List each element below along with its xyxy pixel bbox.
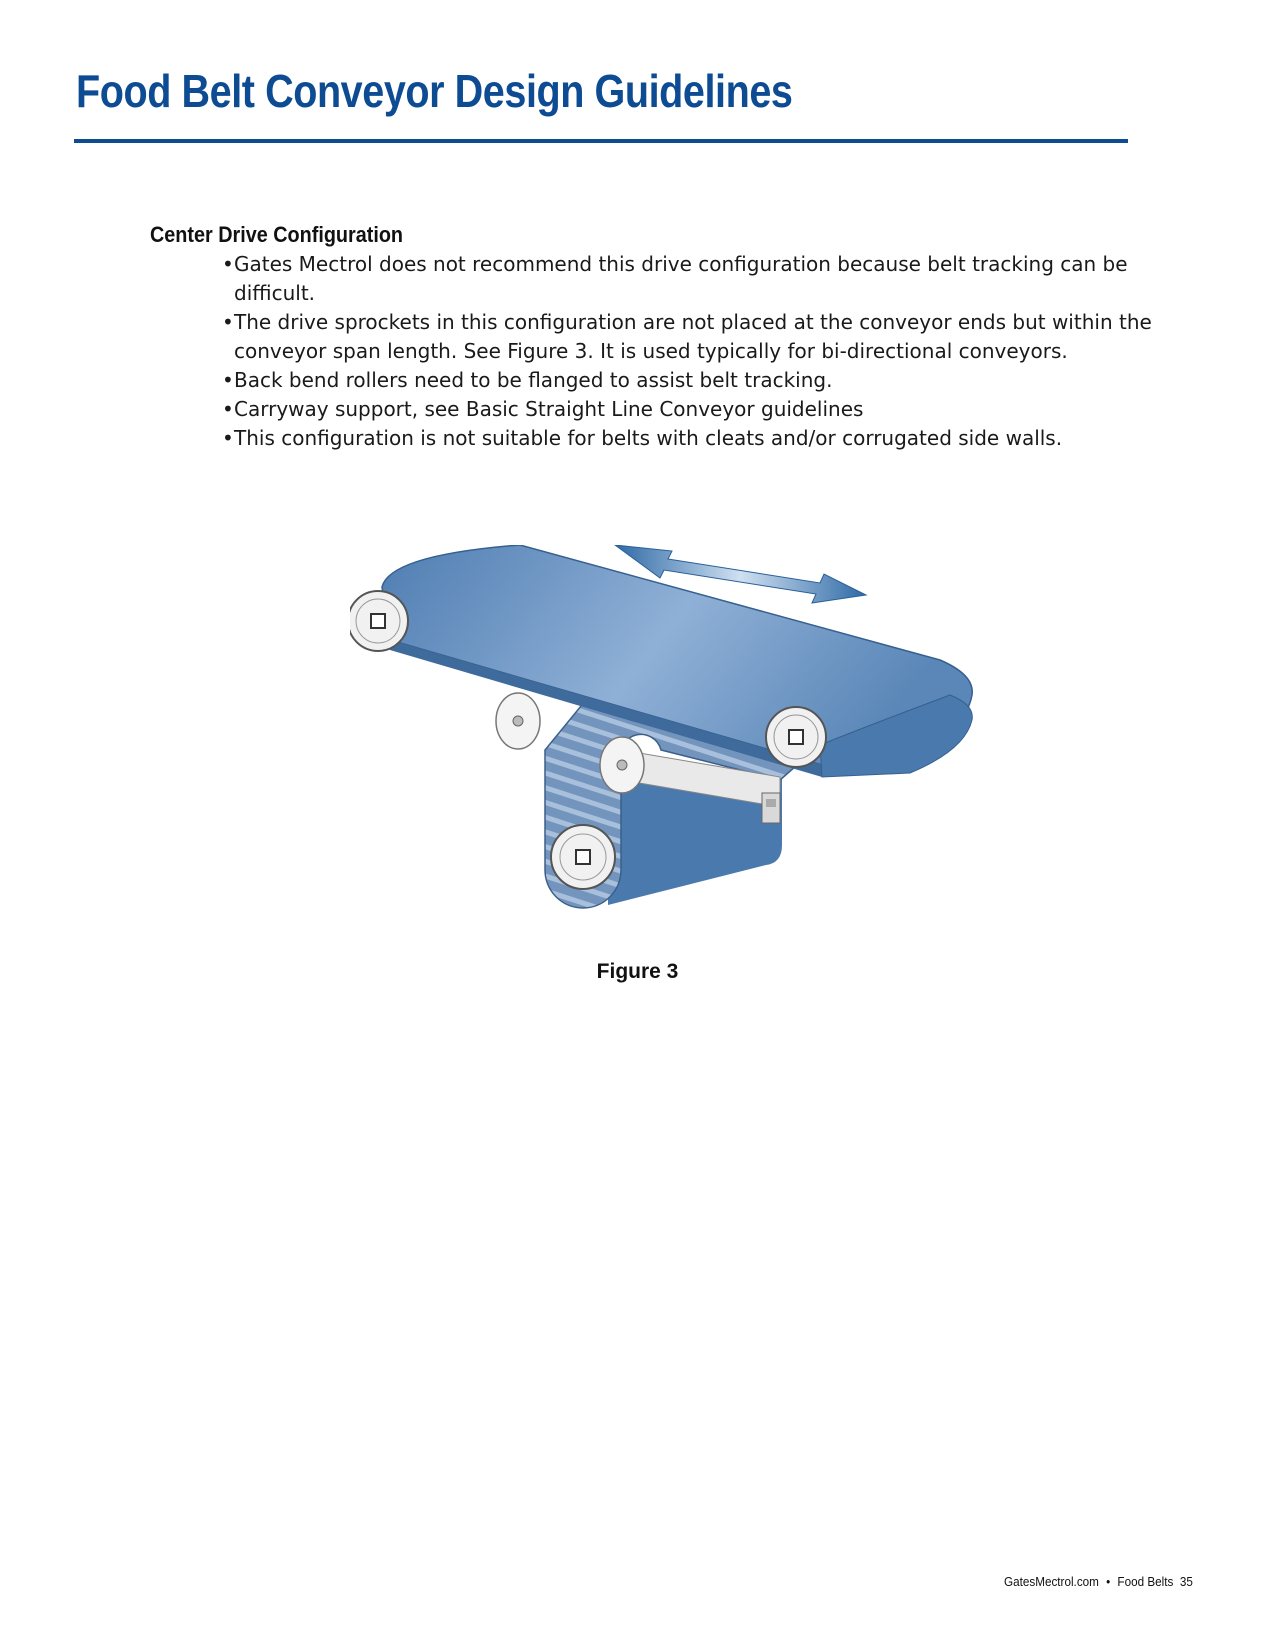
footer-site: GatesMectrol.com [1004,1574,1100,1589]
bullet-text: The drive sprockets in this configuration are not placed at the conveyor ends but within the conveyor span length. See Figure 3. It is used typically for bi-directional conveyors. [234,310,1152,363]
figure-caption: Figure 3 [596,960,679,983]
bullet-item [222,250,1182,308]
page-footer [1004,1574,1193,1589]
right-drive-sprocket-icon [766,707,826,767]
motor-bracket-icon [762,793,780,823]
left-back-bend-roller-icon [496,693,540,749]
page-number: 35 [1179,1574,1193,1589]
bullet-item [222,395,1182,424]
bullet-dot-icon: • [222,397,234,421]
conveyor-figure [350,545,1030,955]
center-drive-conveyor-illustration [350,545,1030,955]
title-divider [74,139,1128,143]
bullet-text: Gates Mectrol does not recommend this drive configuration because belt tracking can be difficult. [234,252,1128,305]
page-title: Food Belt Conveyor Design Guidelines [76,65,793,117]
bullet-list [222,250,1182,453]
bullet-dot-icon: • [222,252,234,276]
section-heading: Center Drive Configuration [150,222,404,247]
footer-section: Food Belts [1117,1574,1174,1589]
left-drive-sprocket-icon [350,591,408,651]
bullet-dot-icon: • [222,426,234,450]
bullet-text: Carryway support, see Basic Straight Line Conveyor guidelines [234,397,864,421]
center-drive-sprocket-icon [551,825,615,889]
bullet-item [222,308,1182,366]
bullet-dot-icon: • [222,310,234,334]
bullet-text: This configuration is not suitable for belts with cleats and/or corrugated side walls. [234,426,1063,450]
bullet-item [222,424,1182,453]
footer-separator: • [1106,1574,1111,1589]
bullet-dot-icon: • [222,368,234,392]
bullet-item [222,366,1182,395]
bullet-text: Back bend rollers need to be flanged to assist belt tracking. [234,368,833,392]
